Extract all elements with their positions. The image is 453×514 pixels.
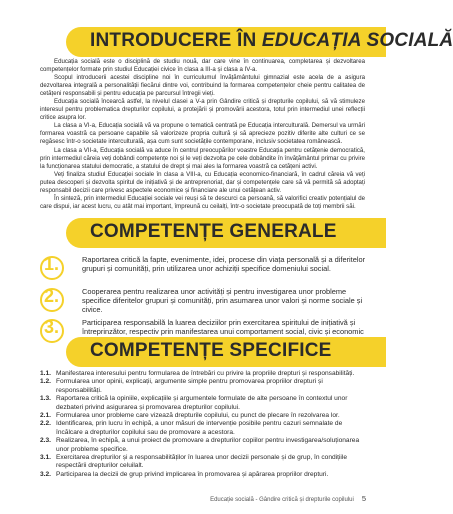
intro-paragraph-1: Educația socială este o disciplină de studiu nouă, dar care vine în continuarea, completarea și dezvoltarea competențelor formate prin studiul Educației civice în clasa a III-a și clasa a IV-a.: [40, 58, 365, 74]
general-competence-2: [40, 286, 370, 316]
general-competence-text: Cooperarea pentru realizarea unor activități și pentru investigarea unor probleme specifice diferitelor grupuri și comunități, prin asumarea unor valori și norme sociale și civice.: [82, 287, 363, 314]
specific-competence-list: [40, 370, 370, 479]
general-competence-text: Participarea responsabilă la luarea deciziilor prin exercitarea spiritului de inițiativă și întreprinzător, respectiv prin manifestarea unui comportament social, civic și economic: [82, 318, 364, 336]
footer-text: Educație socială - Gândire critică și drepturile copilului: [210, 497, 354, 503]
number-badge: 3.: [40, 317, 68, 343]
number-badge: 2.: [40, 286, 68, 312]
list-item: 2.3. Realizarea, în echipă, a unui proiect de promovare a drepturilor copiilor pentru investigarea/soluționarea unor probleme specifice.: [40, 437, 360, 453]
intro-paragraph-2: Scopul introducerii acestei discipline noi în curriculumul învățământului gimnazial este acela de a asigura dezvoltarea integrală a personalității fiecărui dintre voi, contribuind la formarea competențelor cheie pentru calitatea de cetățeni responsabili și pentru educația pe parcursul întregii vieți.: [40, 74, 365, 98]
list-item: 1.2. Formularea unor opinii, explicații, argumente simple pentru promovarea propriilor drepturi și responsabilități.: [40, 378, 323, 394]
general-competence-text: Raportarea critică la fapte, evenimente, idei, procese din viața personală și a diferitelor grupuri și comunități, prin utilizarea unor achiziții specifice domeniului social.: [82, 255, 366, 273]
list-item: 3.1. Exercitarea drepturilor și a responsabilităților în luarea unor decizii personale și de grup, în condițiile respectării drepturilor celuilalt.: [40, 454, 348, 470]
list-item: 1.1. Manifestarea interesului pentru formularea de întrebări cu privire la propriile drepturi și responsabilități.: [40, 370, 355, 377]
list-item: 3.2. Participarea la decizii de grup privind implicarea în promovarea și apărarea propriilor drepturi.: [40, 470, 329, 478]
intro-text: [40, 58, 365, 211]
list-item: 2.1. Formularea unor probleme care vizează drepturile copilului, cu punct de plecare în rezolvarea lor.: [40, 412, 340, 420]
general-competence-1: [40, 254, 370, 284]
specific-title: COMPETENȚE SPECIFICE: [90, 340, 332, 361]
list-item: 1.3. Raportarea critică la opiniile, explicațiile și argumentele formulate de alte persoane în contextul unor dezbateri privind asigurarea și promovarea drepturilor copilului.: [40, 395, 348, 411]
number-badge: 1.: [40, 254, 68, 280]
intro-paragraph-5: La clasa a VII-a, Educația socială va aduce în centrul preocupărilor voastre Educația pentru cetățenie democratică, prin intermediul căreia veți dobândi competențe noi și le veți dezvolta pe cele dobândite în învățământul primar cu privire la funcționarea statului democratic, a statului de drept și mai ales la formarea voastră ca cetățeni activi.: [40, 146, 365, 170]
page-number: 5: [361, 494, 366, 503]
intro-paragraph-4: La clasa a VI-a, Educația socială vă va propune o tematică centrată pe Educația interculturală. Demersul va urmări formarea voastră ca persoane capabile să valorizeze propria cultură și să aprecieze pozitiv diferite alte culturi ce se regăsesc într-o societate interculturală, așa cum sunt societățile contemporane, inclusiv societatea românească.: [40, 122, 365, 146]
intro-title: [90, 30, 453, 52]
intro-paragraph-7: În sinteză, prin intermediul Educației sociale vei reuși să te descurci ca persoană, să valorifici creativ potențialul de care dispui, iar acest lucru, cu atât mai important, împreună cu ceilalți, într-o societate preocupată de toți membrii săi.: [40, 194, 365, 210]
list-item: 2.2. Identificarea, prin lucru în echipă, a unor măsuri de intervenție posibile pentru cazuri semnalate de încălcare a drepturilor copilului sau de promovare a acestora.: [40, 420, 343, 436]
page-footer: [210, 494, 366, 503]
intro-paragraph-3: Educația socială încearcă astfel, la nivelul clasei a V-a prin Gândire critică și drepturile copilului, să vă stimuleze interesul pentru problematica drepturilor copilului, a protejării și promovării acestora, totul prin intermediul unei reflecții critice asupra lor.: [40, 98, 365, 122]
intro-title-prefix: INTRODUCERE ÎN: [90, 30, 262, 51]
intro-paragraph-6: Veți finaliza studiul Educației sociale în clasa a VIII-a, cu Educația economico-financiară, în cadrul căreia vă veți putea descoperi și dezvolta spiritul de inițiativă și de antreprenoriat, dar și competențele care să vă permită să adoptați responsabil decizii care privesc aspectele economice și financiare ale unui cetățean activ.: [40, 170, 365, 194]
intro-title-italic: EDUCAȚIA SOCIALĂ: [261, 30, 453, 51]
general-title: COMPETENȚE GENERALE: [90, 221, 337, 242]
